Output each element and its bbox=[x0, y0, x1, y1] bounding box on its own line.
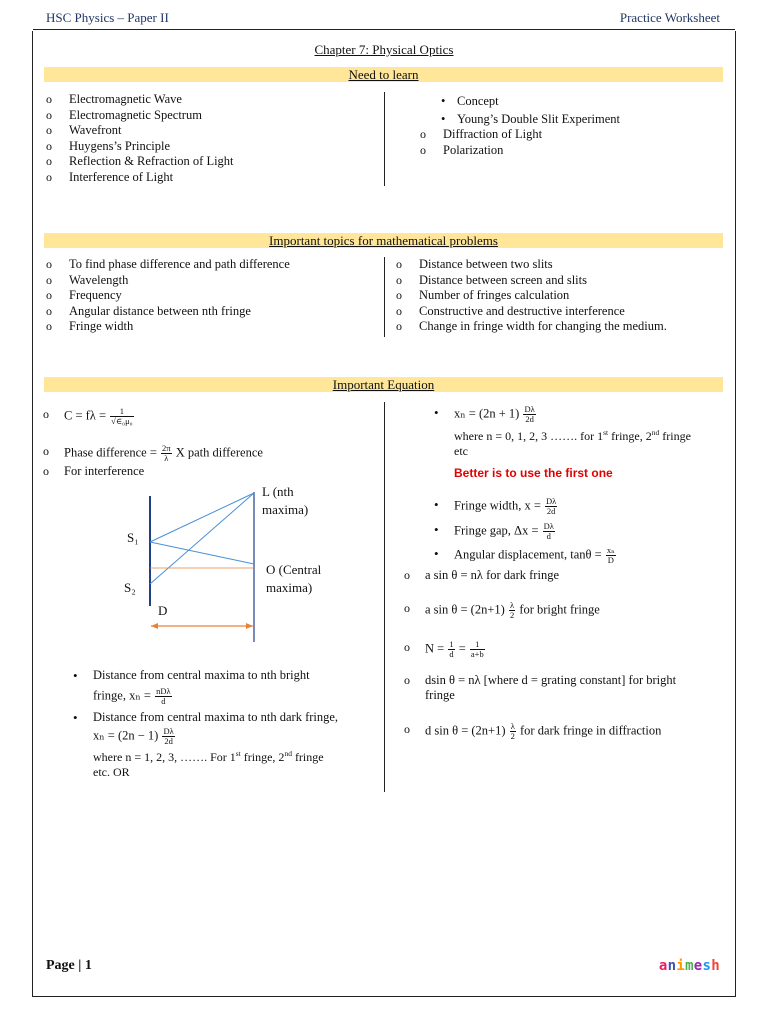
arrow-right-icon bbox=[246, 623, 253, 629]
circle-bullet-icon: o bbox=[43, 464, 49, 478]
eq-text: Fringe gap, Δx = bbox=[454, 523, 539, 538]
eq-text: X path difference bbox=[175, 445, 263, 460]
eq-speed-of-light bbox=[43, 406, 135, 426]
circle-bullet-icon: o bbox=[43, 407, 49, 421]
chapter-title: Chapter 7: Physical Optics bbox=[314, 42, 454, 57]
bullet-icon: • bbox=[434, 546, 439, 561]
fraction: $\frac{D\lambda}{2d}$ bbox=[163, 726, 174, 746]
bullet-icon: • bbox=[434, 497, 439, 512]
fraction: $\frac{\text{xₙ}}{D}$ bbox=[606, 545, 615, 565]
section-need-to-learn bbox=[44, 67, 723, 82]
section-heading: Important Equation bbox=[332, 377, 435, 392]
label-S1: S₁ bbox=[127, 530, 139, 545]
eq-text: a sin θ = nλ for dark fringe bbox=[425, 568, 559, 582]
eq-text: xₙ = (2n + 1) bbox=[454, 406, 520, 421]
eq-xn-where: where n = 0, 1, 2, 3 ……. for 1st fringe, 2nd fringe etc bbox=[454, 425, 724, 459]
bullet-icon: • bbox=[434, 405, 439, 420]
label-D: D bbox=[158, 603, 168, 618]
list-item: o Diffraction of Light bbox=[418, 127, 542, 143]
eq-text: fringe, xₙ = bbox=[93, 688, 151, 703]
list-item: • Young’s Double Slit Experiment bbox=[437, 111, 620, 129]
list-item: o Fringe width bbox=[44, 319, 290, 335]
circle-bullet-icon: o bbox=[43, 444, 49, 458]
eq-angular-displacement bbox=[434, 545, 617, 565]
circle-bullet-icon: o bbox=[404, 568, 410, 582]
math-topics-left-list bbox=[44, 257, 290, 335]
bullet-icon: • bbox=[434, 522, 439, 537]
section-math-topics bbox=[44, 233, 723, 248]
bullet-icon: • bbox=[73, 710, 78, 725]
eq-text: etc bbox=[454, 444, 468, 458]
label-O-sub: maxima) bbox=[266, 580, 313, 595]
list-item: o Angular distance between nth fringe bbox=[44, 304, 290, 320]
need-to-learn-bullets bbox=[437, 93, 620, 128]
eq-diffraction-dark bbox=[404, 721, 662, 741]
math-topics-right-list bbox=[394, 257, 667, 335]
list-item: o Distance between screen and slits bbox=[394, 273, 667, 289]
eq-text: for bright fringe bbox=[519, 602, 600, 617]
list-item: o Constructive and destructive interference bbox=[394, 304, 667, 320]
circle-bullet-icon: o bbox=[404, 601, 410, 615]
eq-xn-bright bbox=[434, 404, 537, 424]
eq-dark-fringe-single-slit bbox=[404, 568, 559, 583]
fraction: $\frac{\lambda}{2}$ bbox=[509, 600, 515, 620]
arrow-left-icon bbox=[151, 623, 158, 629]
eq-text: etc. OR bbox=[93, 765, 130, 779]
eq-text: xₙ = (2n − 1) bbox=[93, 728, 159, 743]
circle-bullet-icon: o bbox=[404, 722, 410, 736]
list-item: o Wavelength bbox=[44, 273, 290, 289]
column-divider bbox=[384, 402, 385, 792]
label-L: L (nth bbox=[262, 484, 294, 499]
eq-text: = bbox=[458, 641, 466, 656]
header-rule bbox=[33, 29, 735, 30]
eq-text: for dark fringe in diffraction bbox=[520, 723, 662, 738]
eq-text: d sin θ = (2n+1) bbox=[425, 723, 506, 738]
eq-text: Distance from central maxima to nth bright bbox=[93, 668, 310, 682]
list-item: o Interference of Light bbox=[44, 170, 234, 186]
label-S2: S₂ bbox=[124, 580, 136, 595]
eq-bright-fringe-distance bbox=[73, 668, 310, 706]
eq-interference-label bbox=[43, 464, 145, 479]
list-item: • Concept bbox=[437, 93, 620, 111]
bullet-icon: • bbox=[73, 668, 78, 683]
list-item: o Electromagnetic Wave bbox=[44, 92, 234, 108]
eq-number-of-lines bbox=[404, 639, 486, 659]
eq-text: a sin θ = (2n+1) bbox=[425, 602, 505, 617]
eq-grating bbox=[404, 673, 725, 703]
list-item: o Change in fringe width for changing the medium. bbox=[394, 319, 667, 335]
eq-text: C = fλ = bbox=[64, 408, 107, 423]
circle-bullet-icon: o bbox=[404, 640, 410, 654]
list-item: o Wavefront bbox=[44, 123, 234, 139]
better-note: Better is to use the first one bbox=[454, 466, 613, 480]
eq-dark-fringe-distance: • Distance from central maxima to nth dark fringe, xₙ = (2n − 1) $\frac{D\lambda}{2d}$ where n = 1, 2, 3, ……. For 1st fringe, 2nd fringe etc. OR bbox=[73, 710, 339, 779]
eq-fringe-gap bbox=[434, 521, 556, 541]
fraction: $\frac{\lambda}{2}$ bbox=[510, 721, 515, 741]
ray-s1-to-l bbox=[150, 493, 254, 542]
section-heading: Important topics for mathematical problems bbox=[269, 233, 498, 248]
list-item: o Number of fringes calculation bbox=[394, 288, 667, 304]
circle-bullet-icon: o bbox=[404, 673, 410, 687]
eq-text: Distance from central maxima to nth dark fringe, bbox=[93, 710, 339, 724]
list-item: o Huygens’s Principle bbox=[44, 139, 234, 155]
eq-fringe-width bbox=[434, 496, 558, 516]
fraction: $\frac{D\lambda}{2d}$ bbox=[524, 404, 535, 424]
fraction: $\frac{2\pi}{\lambda}$ bbox=[162, 443, 171, 463]
eq-text: For interference bbox=[64, 464, 145, 478]
eq-text: Angular displacement, tanθ = bbox=[454, 547, 602, 562]
column-divider bbox=[384, 92, 385, 186]
list-item: o Distance between two slits bbox=[394, 257, 667, 273]
fraction: $\frac{1}{\text{√∈₀μ₀}}$ bbox=[111, 406, 133, 426]
page-number: Page | 1 bbox=[46, 958, 92, 973]
fraction: $\frac{1}{a+b}$ bbox=[470, 639, 484, 659]
section-heading: Need to learn bbox=[348, 67, 419, 82]
label-L-sub: maxima) bbox=[262, 502, 309, 517]
list-item: o Polarization bbox=[418, 143, 542, 159]
list-item: o To find phase difference and path difference bbox=[44, 257, 290, 273]
list-item: o Reflection & Refraction of Light bbox=[44, 154, 234, 170]
eq-text: dsin θ = nλ [where d = grating constant] for bright bbox=[425, 673, 677, 687]
fraction: $\frac{D\lambda}{d}$ bbox=[543, 521, 554, 541]
list-item: o Frequency bbox=[44, 288, 290, 304]
ray-s1-to-o bbox=[150, 542, 254, 564]
fraction: $\frac{1}{d}$ bbox=[449, 639, 454, 659]
eq-bright-fringe-single-slit bbox=[404, 600, 600, 620]
section-important-equation bbox=[44, 377, 723, 392]
need-to-learn-right-list bbox=[418, 127, 542, 158]
eq-text: Fringe width, x = bbox=[454, 498, 541, 513]
column-divider bbox=[384, 257, 385, 337]
list-item: o Electromagnetic Spectrum bbox=[44, 108, 234, 124]
eq-text: N = bbox=[425, 641, 445, 656]
label-O: O (Central bbox=[266, 562, 322, 577]
fraction: $\frac{D\lambda}{2d}$ bbox=[546, 496, 557, 516]
eq-text: fringe bbox=[425, 688, 455, 702]
eq-text: Phase difference = bbox=[64, 445, 157, 460]
fraction: $\frac{\text{nDλ}}{d}$ bbox=[156, 686, 171, 706]
need-to-learn-left-list bbox=[44, 92, 234, 186]
header-worksheet-type: Practice Worksheet bbox=[619, 10, 720, 25]
eq-phase-difference bbox=[43, 443, 263, 463]
header-subject: HSC Physics – Paper II bbox=[46, 10, 169, 25]
brand-logo: animesh bbox=[658, 958, 720, 974]
ray-s2-to-l bbox=[150, 493, 254, 584]
